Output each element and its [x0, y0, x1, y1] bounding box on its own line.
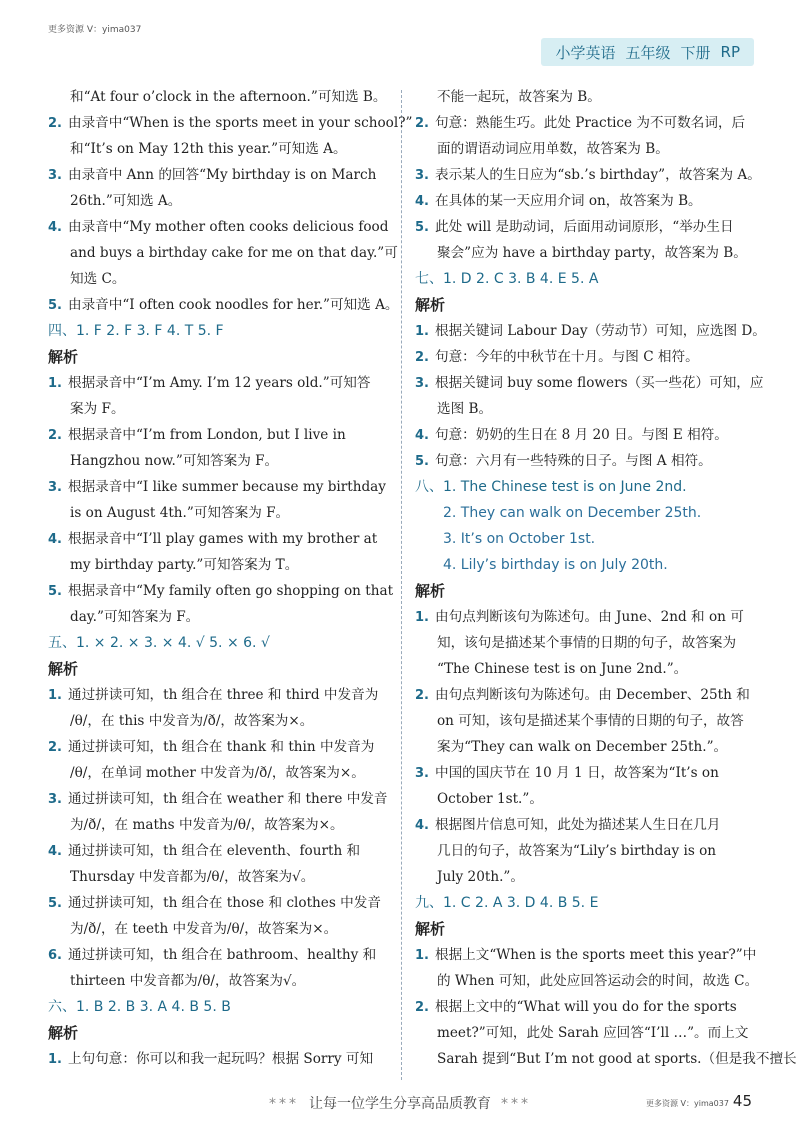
- text-line: /θ/，在 this 中发音为/ð/，故答案为×。: [70, 713, 314, 729]
- text-line: 聚会”应为 have a birthday party，故答案为 B。: [437, 245, 747, 261]
- footer-stars-left: ***: [269, 1096, 299, 1112]
- item-text: 上句句意：你可以和我一起玩吗？根据 Sorry 可知: [67, 1051, 374, 1067]
- text-line: “The Chinese test is on June 2nd.”。: [437, 661, 688, 677]
- item-text: 根据录音中“I’ll play games with my brother at: [67, 531, 378, 547]
- item-number: 5.: [415, 220, 429, 235]
- footer-stars-right: ***: [501, 1096, 531, 1112]
- answer-key: 八、1. The Chinese test is on June 2nd.: [415, 479, 687, 495]
- list-item: [48, 214, 388, 240]
- item-number: 2.: [415, 688, 429, 703]
- list-item: [415, 318, 766, 344]
- item-number: 2.: [415, 116, 429, 131]
- text-line: and buys a birthday cake for me on that day.”可: [70, 245, 398, 261]
- item-text: 由句点判断该句为陈述句。由 June、2nd 和 on 可: [434, 609, 744, 625]
- list-item: [415, 448, 753, 474]
- section-heading: 解析: [48, 348, 79, 366]
- item-number: 4.: [415, 194, 429, 209]
- item-text: 根据图片信息可知，此处为描述某人生日在几月: [434, 817, 721, 833]
- left-column: [48, 84, 413, 1072]
- text-line: 案为 F。: [70, 401, 125, 417]
- text-line: my birthday party.”可知答案为 T。: [70, 557, 299, 573]
- item-number: 1.: [415, 610, 429, 625]
- list-item: [48, 942, 388, 968]
- page-number: 45: [732, 1092, 752, 1110]
- text-line: 26th.”可知选 A。: [70, 193, 182, 209]
- text-line: 面的谓语动词应用单数，故答案为 B。: [437, 141, 669, 157]
- item-text: 句意：今年的中秋节在十月。与图 C 相符。: [434, 349, 699, 365]
- item-number: 3.: [48, 480, 62, 495]
- item-text: 根据录音中“I’m Amy. I’m 12 years old.”可知答: [67, 375, 371, 391]
- item-number: 5.: [48, 896, 62, 911]
- text-line: 不能一起玩，故答案为 B。: [437, 89, 601, 105]
- item-text: 由句点判断该句为陈述句。由 December、25th 和: [434, 687, 750, 703]
- list-item: [48, 292, 399, 318]
- item-text: 根据上文中的“What will you do for the sports: [434, 999, 737, 1015]
- item-text: 句意：熟能生巧。此处 Practice 为不可数名词，后: [434, 115, 746, 131]
- list-item: [48, 526, 388, 552]
- list-item: [48, 682, 388, 708]
- answer-line: 4. Lily’s birthday is on July 20th.: [443, 557, 668, 573]
- item-number: 5.: [415, 454, 429, 469]
- header-grade: 五年级: [625, 43, 671, 62]
- list-item: [415, 604, 753, 630]
- section-heading: 解析: [415, 920, 446, 938]
- list-item: [415, 162, 761, 188]
- item-number: 2.: [48, 428, 62, 443]
- list-item: [415, 942, 757, 968]
- item-text: 表示某人的生日应为“sb.’s birthday”，故答案为 A。: [434, 167, 761, 183]
- item-number: 3.: [48, 168, 62, 183]
- item-number: 1.: [415, 948, 429, 963]
- item-text: 根据上文“When is the sports meet this year?”中: [434, 947, 757, 963]
- item-number: 3.: [415, 376, 429, 391]
- section-heading: 解析: [415, 296, 446, 314]
- text-line: 知选 C。: [70, 271, 126, 287]
- text-line: Thursday 中发音都为/θ/，故答案为√。: [70, 869, 315, 885]
- text-line: 为/ð/，在 teeth 中发音为/θ/，故答案为×。: [70, 921, 338, 937]
- item-number: 2.: [415, 1000, 429, 1015]
- list-item: [48, 838, 388, 864]
- item-text: 通过拼读可知，th 组合在 those 和 clothes 中发音: [67, 895, 381, 911]
- text-line: Hangzhou now.”可知答案为 F。: [70, 453, 279, 469]
- text-line: 的 When 可知，此处应回答运动会的时间，故选 C。: [437, 973, 759, 989]
- item-number: 1.: [48, 688, 62, 703]
- item-text: 此处 will 是助动词，后面用动词原形，“举办生日: [434, 219, 734, 235]
- item-number: 3.: [415, 168, 429, 183]
- text-line: on 可知，该句是描述某个事情的日期的句子，故答: [437, 713, 744, 729]
- text-line: is on August 4th.”可知答案为 F。: [70, 505, 290, 521]
- header-subject: 小学英语: [555, 43, 616, 62]
- header-edition: RP: [720, 43, 740, 61]
- header-tag: [541, 38, 754, 66]
- text-line: October 1st.”。: [437, 791, 543, 807]
- list-item: [415, 214, 753, 240]
- list-item: [48, 110, 413, 136]
- item-text: 通过拼读可知，th 组合在 weather 和 there 中发音: [67, 791, 388, 807]
- item-text: 通过拼读可知，th 组合在 thank 和 thin 中发音为: [67, 739, 375, 755]
- item-text: 根据关键词 buy some flowers（买一些花）可知，应: [434, 375, 764, 391]
- item-number: 4.: [48, 532, 62, 547]
- list-item: [48, 162, 388, 188]
- item-text: 根据录音中“My family often go shopping on that: [67, 583, 394, 599]
- answer-line: 3. It’s on October 1st.: [443, 531, 596, 547]
- answer-key: 九、1. C 2. A 3. D 4. B 5. E: [415, 895, 599, 911]
- right-column: [415, 84, 797, 1072]
- text-line: 和“It’s on May 12th this year.”可知选 A。: [70, 141, 347, 157]
- list-item: [415, 760, 753, 786]
- text-line: 案为“They can walk on December 25th.”。: [437, 739, 728, 755]
- text-line: 选图 B。: [437, 401, 493, 417]
- item-number: 2.: [48, 740, 62, 755]
- watermark-top: 更多资源 V：yima037: [48, 25, 142, 35]
- list-item: [48, 786, 388, 812]
- item-number: 4.: [48, 220, 62, 235]
- list-item: [48, 890, 388, 916]
- list-item: [48, 370, 388, 396]
- list-item: [48, 734, 388, 760]
- list-item: [415, 994, 753, 1020]
- list-item: [48, 1046, 388, 1072]
- item-text: 通过拼读可知，th 组合在 three 和 third 中发音为: [67, 687, 379, 703]
- item-number: 3.: [48, 792, 62, 807]
- text-line: 为/ð/，在 maths 中发音为/θ/，故答案为×。: [70, 817, 344, 833]
- text-line: Sarah 提到“But I’m not good at sports.（但是我不擅长: [437, 1051, 797, 1067]
- item-text: 通过拼读可知，th 组合在 bathroom、healthy 和: [67, 947, 377, 963]
- item-number: 3.: [415, 766, 429, 781]
- answer-line: 2. They can walk on December 25th.: [443, 505, 702, 521]
- item-text: 根据关键词 Labour Day（劳动节）可知，应选图 D。: [434, 323, 766, 339]
- item-number: 1.: [48, 1052, 62, 1067]
- section-heading: 解析: [48, 1024, 79, 1042]
- list-item: [415, 370, 764, 396]
- footer-right: [646, 1092, 752, 1110]
- list-item: [415, 422, 753, 448]
- item-text: 句意：六月有一些特殊的日子。与图 A 相符。: [434, 453, 712, 469]
- item-number: 4.: [415, 818, 429, 833]
- text-line: meet?”可知，此处 Sarah 应回答“I’ll …”。而上文: [437, 1025, 749, 1041]
- item-text: 由录音中“When is the sports meet in your school?”: [67, 115, 413, 131]
- item-text: 根据录音中“I’m from London, but I live in: [67, 427, 346, 443]
- item-number: 5.: [48, 584, 62, 599]
- header-volume: 下册: [680, 43, 711, 62]
- footer-slogan: 让每一位学生分享高品质教育: [309, 1096, 491, 1112]
- item-number: 4.: [48, 844, 62, 859]
- list-item: [48, 578, 394, 604]
- item-number: 1.: [48, 376, 62, 391]
- item-text: 在具体的某一天应用介词 on，故答案为 B。: [434, 193, 702, 209]
- answer-key: 七、1. D 2. C 3. B 4. E 5. A: [415, 271, 599, 287]
- item-number: 2.: [415, 350, 429, 365]
- item-text: 句意：奶奶的生日在 8 月 20 日。与图 E 相符。: [434, 427, 728, 443]
- watermark-bottom: 更多资源 V：yima037: [645, 1099, 729, 1108]
- text-line: 和“At four o’clock in the afternoon.”可知选 B。: [70, 89, 387, 105]
- text-line: 几日的句子，故答案为“Lily’s birthday is on: [437, 843, 717, 859]
- text-line: 知，该句是描述某个事情的日期的句子，故答案为: [437, 635, 737, 651]
- item-number: 1.: [415, 324, 429, 339]
- text-line: thirteen 中发音都为/θ/，故答案为√。: [70, 973, 306, 989]
- item-text: 由录音中“My mother often cooks delicious food: [67, 219, 389, 235]
- column-divider: [401, 90, 402, 1080]
- list-item: [48, 474, 388, 500]
- answer-key: 五、1. × 2. × 3. × 4. √ 5. × 6. √: [48, 635, 270, 651]
- item-text: 通过拼读可知，th 组合在 eleventh、fourth 和: [67, 843, 361, 859]
- item-text: 根据录音中“I like summer because my birthday: [67, 479, 386, 495]
- list-item: [48, 422, 388, 448]
- answer-key: 四、1. F 2. F 3. F 4. T 5. F: [48, 323, 224, 339]
- text-line: /θ/，在单词 mother 中发音为/ð/，故答案为×。: [70, 765, 365, 781]
- item-number: 4.: [415, 428, 429, 443]
- text-line: day.”可知答案为 F。: [70, 609, 200, 625]
- item-number: 6.: [48, 948, 62, 963]
- item-text: 由录音中“I often cook noodles for her.”可知选 A。: [67, 297, 399, 313]
- text-line: July 20th.”。: [437, 869, 524, 885]
- item-number: 2.: [48, 116, 62, 131]
- list-item: [415, 188, 753, 214]
- list-item: [415, 110, 753, 136]
- list-item: [415, 812, 753, 838]
- list-item: [415, 682, 753, 708]
- item-number: 5.: [48, 298, 62, 313]
- item-text: 中国的国庆节在 10 月 1 日，故答案为“It’s on: [434, 765, 719, 781]
- list-item: [415, 344, 753, 370]
- item-text: 由录音中 Ann 的回答“My birthday is on March: [67, 167, 377, 183]
- answer-key: 六、1. B 2. B 3. A 4. B 5. B: [48, 999, 231, 1015]
- section-heading: 解析: [48, 660, 79, 678]
- section-heading: 解析: [415, 582, 446, 600]
